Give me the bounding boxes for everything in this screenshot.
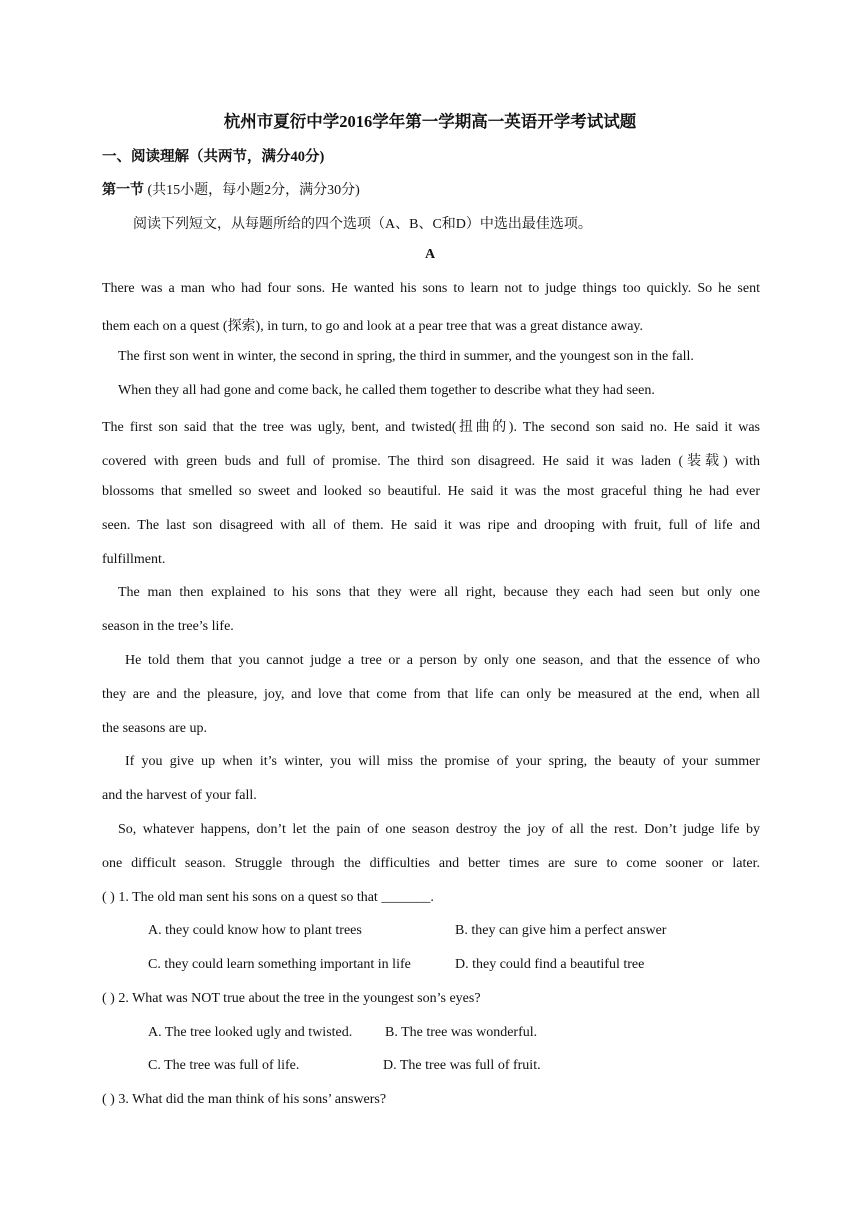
passage-line: the seasons are up. (102, 721, 207, 736)
passage-line: season in the tree’s life. (102, 619, 234, 634)
question-1-option-b[interactable]: B. they can give him a perfect answer (455, 923, 667, 938)
passage-line: When they all had gone and come back, he called them together to describe what they had seen. (118, 383, 655, 398)
passage-line: them each on a quest (探索), in turn, to go and look at a pear tree that was a great distance away. (102, 319, 644, 334)
question-2-option-d[interactable]: D. The tree was full of fruit. (383, 1058, 541, 1073)
question-1-stem: ( ) 1. The old man sent his sons on a quest so that _______. (102, 890, 434, 905)
instructions: 阅读下列短文，从每题所给的四个选项（A、B、C和D）中选出最佳选项。 (133, 217, 592, 232)
passage-line: There was a man who had four sons. He wanted his sons to learn not to judge things too quickly. So he sent (102, 281, 760, 296)
passage-line: and the harvest of your fall. (102, 788, 257, 803)
question-2-option-a[interactable]: A. The tree looked ugly and twisted. (148, 1025, 353, 1040)
passage-letter: A (424, 247, 436, 262)
part1-heading: 一、阅读理解（共两节，满分40分) (102, 149, 325, 165)
section1-rest: (共15小题，每小题2分，满分30分) (147, 183, 360, 198)
passage-line: they are and the pleasure, joy, and love that come from that life can only be measured at the end, when all (102, 687, 760, 702)
section1-heading (102, 179, 360, 199)
passage-line: The man then explained to his sons that they were all right, because they each had seen but only one (118, 585, 760, 600)
passage-line: The first son said that the tree was ugly, bent, and twisted(扭曲的). The second son said no. He said it was (102, 420, 760, 435)
passage-line: one difficult season. Struggle through the difficulties and better times are sure to come sooner or later. (102, 856, 760, 871)
question-3-stem: ( ) 3. What did the man think of his sons’ answers? (102, 1092, 387, 1107)
passage-line: seen. The last son disagreed with all of them. He said it was ripe and drooping with fruit, full of life and (102, 518, 760, 533)
passage-line: The first son went in winter, the second in spring, the third in summer, and the youngest son in the fall. (118, 349, 694, 364)
section1-label: 第一节 (102, 183, 144, 198)
passage-line: covered with green buds and full of promise. The third son disagreed. He said it was laden (装载) with (102, 454, 760, 469)
question-1-option-c[interactable]: C. they could learn something important in life (148, 957, 411, 972)
passage-line: If you give up when it’s winter, you will miss the promise of your spring, the beauty of your summer (125, 754, 760, 769)
exam-title: 杭州市夏衍中学2016学年第一学期高一英语开学考试试题 (223, 112, 637, 131)
passage-line: So, whatever happens, don’t let the pain of one season destroy the joy of all the rest. Don’t judge life by (118, 822, 760, 837)
question-1-option-a[interactable]: A. they could know how to plant trees (148, 923, 362, 938)
question-1-option-d[interactable]: D. they could find a beautiful tree (455, 957, 645, 972)
question-2-stem: ( ) 2. What was NOT true about the tree in the youngest son’s eyes? (102, 991, 481, 1006)
passage-line: blossoms that smelled so sweet and looked so beautiful. He said it was the most graceful thing he had ever (102, 484, 760, 499)
passage-line: fulfillment. (102, 552, 166, 567)
question-2-option-b[interactable]: B. The tree was wonderful. (385, 1025, 538, 1040)
passage-line: He told them that you cannot judge a tree or a person by only one season, and that the essence of who (125, 653, 760, 668)
question-2-option-c[interactable]: C. The tree was full of life. (148, 1058, 300, 1073)
